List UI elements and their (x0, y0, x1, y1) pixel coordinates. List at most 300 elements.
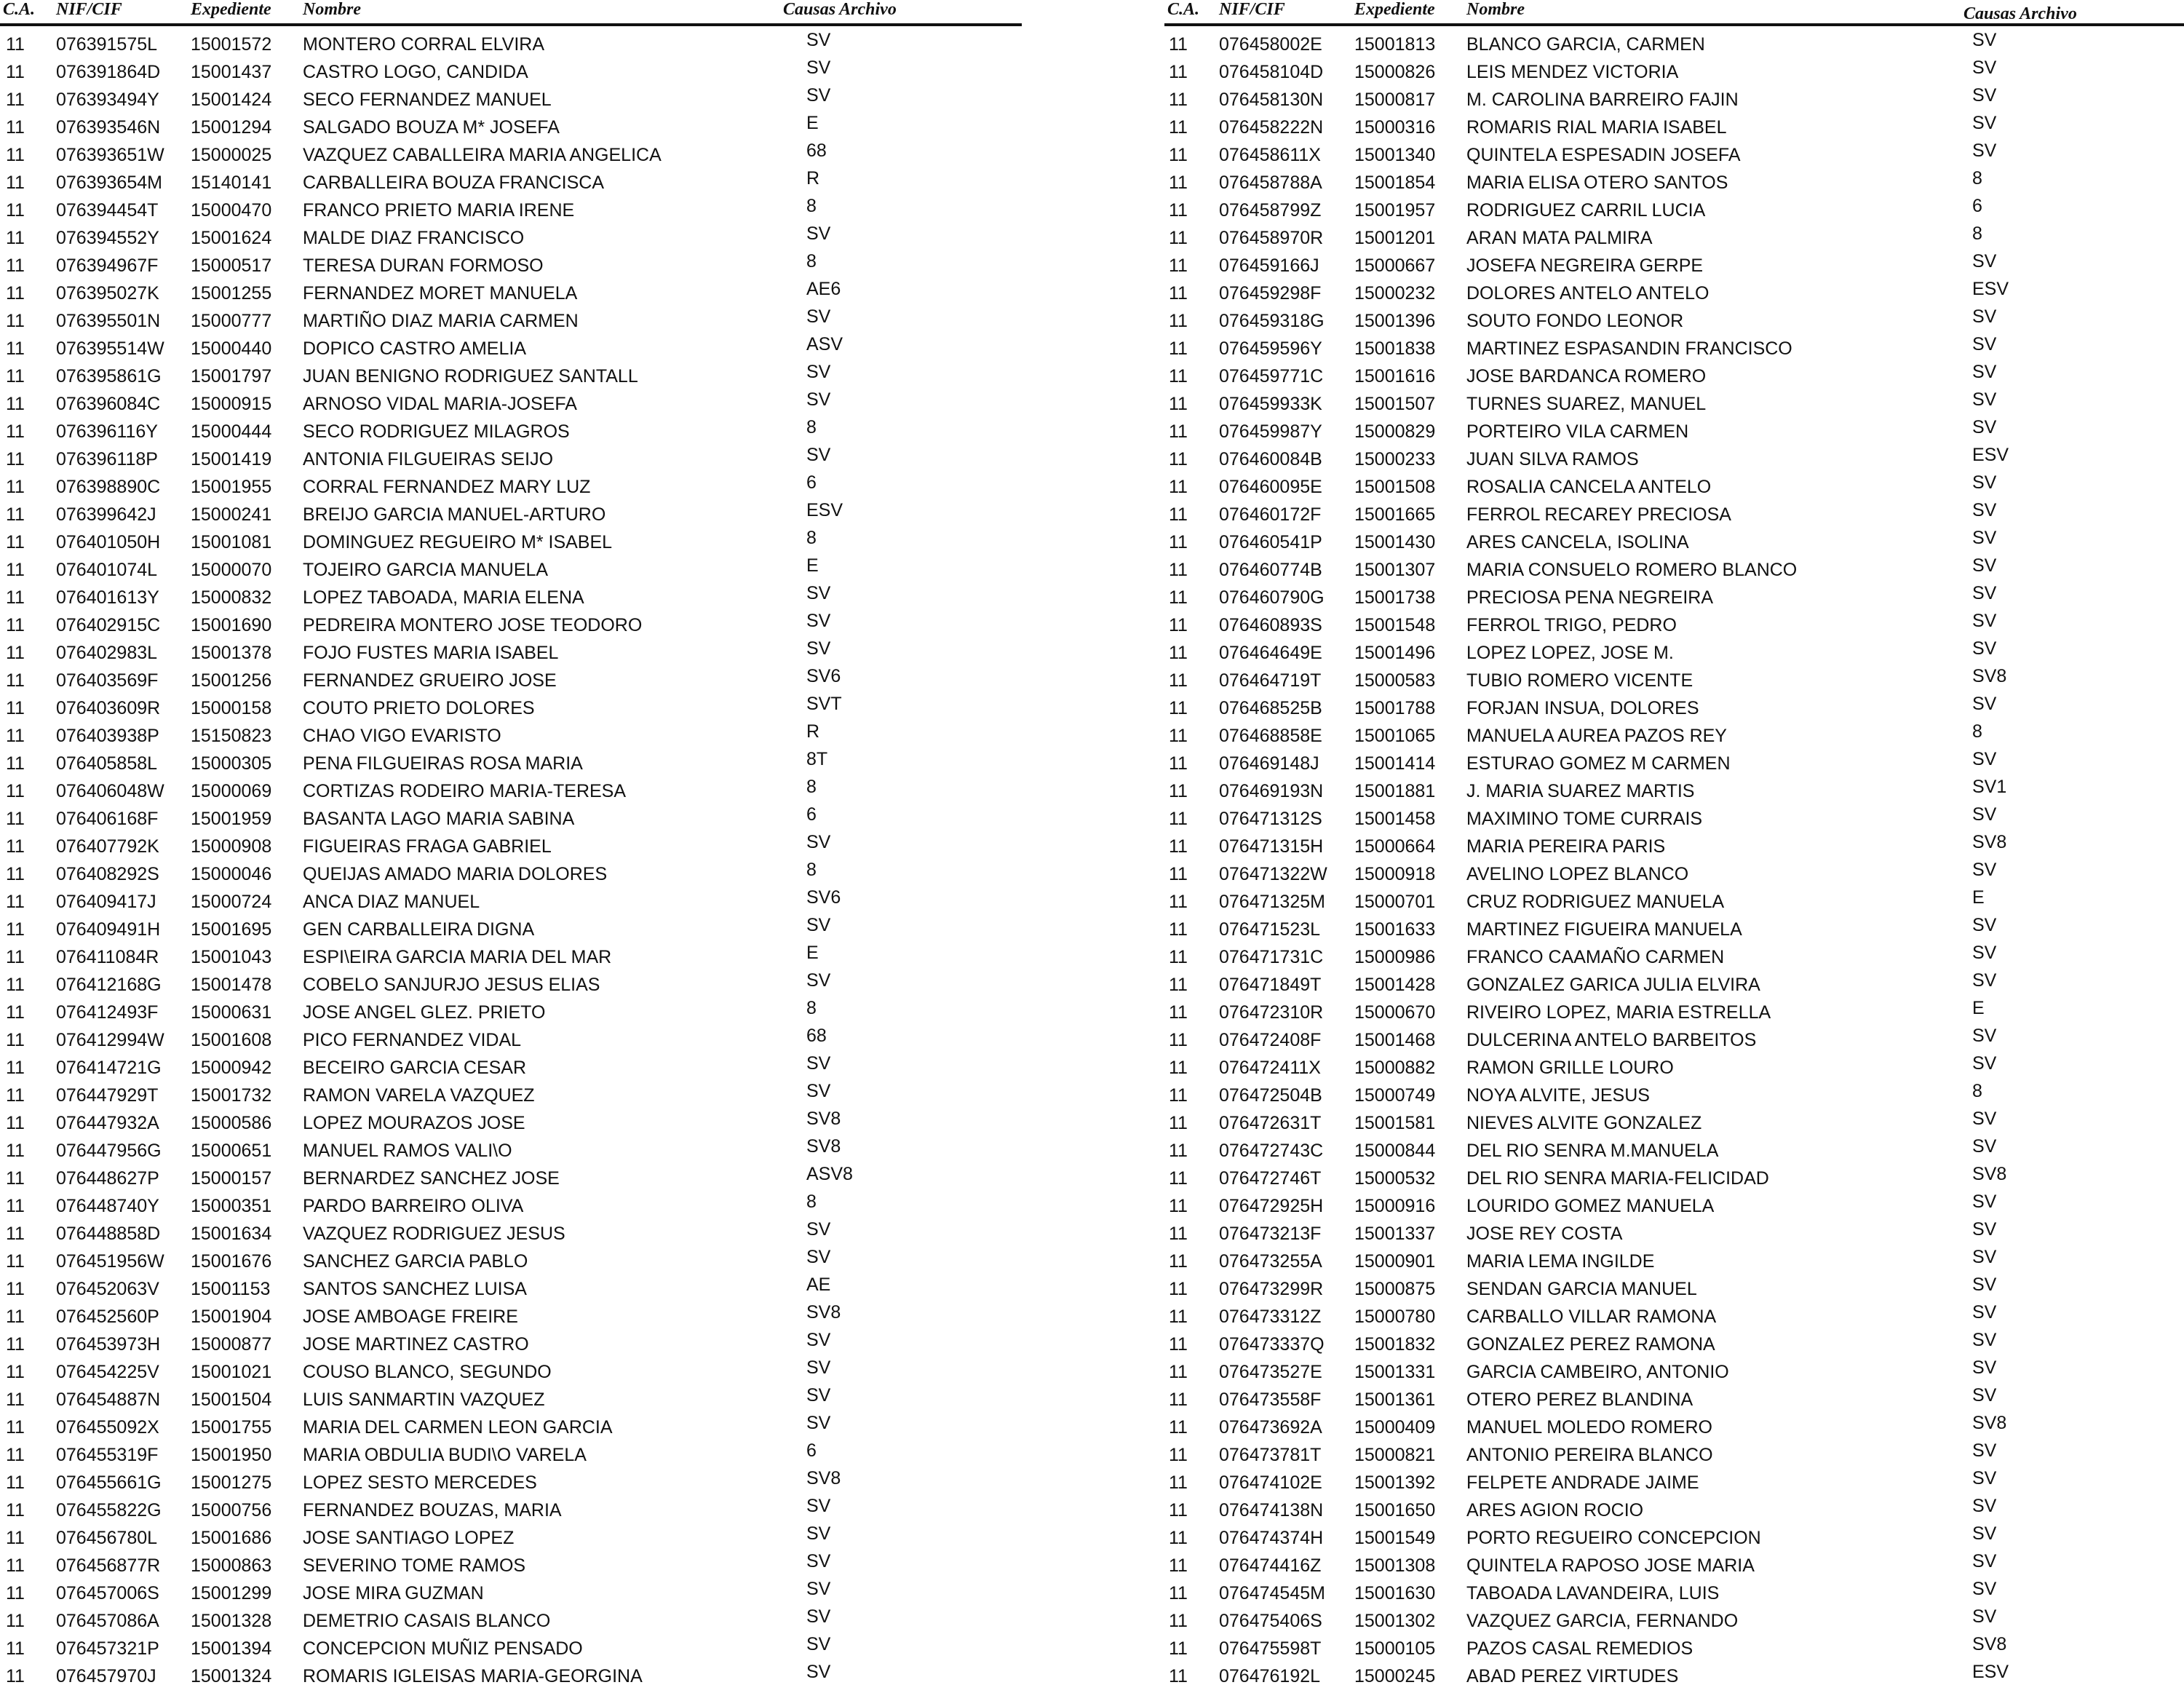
cell-causas: SV (806, 1385, 831, 1405)
cell-ca: 11 (1169, 975, 1188, 995)
cell-nombre: TURNES SUAREZ, MANUEL (1466, 394, 1707, 414)
table-row (0, 1409, 1026, 1437)
table-row (1164, 1326, 2184, 1354)
cell-ca: 11 (6, 1224, 25, 1244)
cell-ca: 11 (6, 753, 25, 774)
cell-expediente: 15140141 (191, 173, 272, 193)
cell-expediente: 15001950 (191, 1445, 272, 1465)
cell-causas: SV (1972, 970, 1997, 991)
table-row (1164, 745, 2184, 773)
cell-expediente: 15000664 (1354, 836, 1436, 857)
table-row (0, 635, 1026, 662)
cell-ca: 11 (1169, 1638, 1188, 1659)
cell-nombre: J. MARIA SUAREZ MARTIS (1466, 781, 1695, 801)
table-row (1164, 54, 2184, 82)
cell-nombre: MARTIÑO DIAZ MARIA CARMEN (303, 311, 579, 331)
table-row (0, 1050, 1026, 1077)
cell-expediente: 15000583 (1354, 670, 1436, 691)
cell-causas: SV8 (806, 1468, 841, 1488)
cell-ca: 11 (6, 1555, 25, 1576)
table-row (0, 26, 1026, 54)
table-row (1164, 358, 2184, 386)
table-row (0, 828, 1026, 856)
cell-nif: 076452063V (56, 1279, 159, 1299)
cell-nombre: PAZOS CASAL REMEDIOS (1466, 1638, 1693, 1659)
cell-ca: 11 (6, 200, 25, 221)
cell-causas: SV (1972, 1302, 1997, 1323)
cell-nif: 076458799Z (1219, 200, 1322, 221)
table-row (1164, 967, 2184, 994)
cell-causas: 8 (806, 777, 817, 797)
cell-ca: 11 (6, 1417, 25, 1438)
cell-causas: SV (1972, 472, 1997, 493)
table-row (0, 524, 1026, 552)
cell-ca: 11 (6, 615, 25, 635)
cell-causas: 8 (806, 1192, 817, 1212)
cell-ca: 11 (1169, 1141, 1188, 1161)
cell-nif: 076464649E (1219, 643, 1322, 663)
cell-expediente: 15001328 (191, 1611, 272, 1631)
cell-causas: SV (1972, 140, 1997, 161)
cell-nif: 076455319F (56, 1445, 159, 1465)
cell-nif: 076468858E (1219, 726, 1322, 746)
cell-expediente: 15000670 (1354, 1002, 1436, 1023)
table-row (1164, 1271, 2184, 1299)
table-row (1164, 884, 2184, 911)
cell-expediente: 15001508 (1354, 477, 1436, 497)
cell-causas: SV (806, 1523, 831, 1544)
cell-nif: 076464719T (1219, 670, 1322, 691)
cell-expediente: 15001302 (1354, 1611, 1436, 1631)
cell-ca: 11 (6, 504, 25, 525)
cell-ca: 11 (6, 975, 25, 995)
cell-ca: 11 (6, 892, 25, 912)
cell-ca: 11 (1169, 919, 1188, 940)
cell-causas: SV8 (1972, 832, 2007, 852)
cell-nif: 076394967F (56, 255, 159, 276)
cell-ca: 11 (6, 1307, 25, 1327)
cell-expediente: 15001308 (1354, 1555, 1436, 1576)
cell-nombre: CORRAL FERNANDEZ MARY LUZ (303, 477, 591, 497)
cell-nif: 076459166J (1219, 255, 1319, 276)
table-row (0, 1299, 1026, 1326)
cell-nombre: QUEIJAS AMADO MARIA DOLORES (303, 864, 608, 884)
cell-nombre: BECEIRO GARCIA CESAR (303, 1058, 527, 1078)
cell-nif: 076393494Y (56, 90, 159, 110)
cell-ca: 11 (1169, 947, 1188, 967)
cell-causas: SV (1972, 1523, 1997, 1544)
cell-nif: 076409491H (56, 919, 161, 940)
cell-causas: SV (806, 58, 831, 78)
cell-expediente: 15000069 (191, 781, 272, 801)
cell-expediente: 15000986 (1354, 947, 1436, 967)
cell-ca: 11 (1169, 394, 1188, 414)
cell-causas: 6 (806, 804, 817, 825)
cell-nif: 076472746T (1219, 1168, 1322, 1189)
cell-nombre: SOUTO FONDO LEONOR (1466, 311, 1684, 331)
cell-nif: 076460893S (1219, 615, 1322, 635)
cell-expediente: 15150823 (191, 726, 272, 746)
cell-nombre: BLANCO GARCIA, CARMEN (1466, 34, 1705, 55)
cell-causas: SV (1972, 1385, 1997, 1405)
table-row (0, 1547, 1026, 1575)
header-nombre: Nombre (303, 0, 361, 19)
cell-nombre: MANUEL RAMOS VALI\O (303, 1141, 512, 1161)
cell-nif: 076474374H (1219, 1528, 1324, 1548)
table-row (0, 54, 1026, 82)
cell-causas: SV (806, 389, 831, 410)
cell-nif: 076475406S (1219, 1611, 1322, 1631)
cell-nombre: OTERO PEREZ BLANDINA (1466, 1389, 1693, 1410)
cell-nombre: COBELO SANJURJO JESUS ELIAS (303, 975, 600, 995)
cell-ca: 11 (1169, 1666, 1188, 1686)
cell-nombre: SECO RODRIGUEZ MILAGROS (303, 421, 570, 442)
cell-nif: 076455661G (56, 1472, 162, 1493)
cell-ca: 11 (1169, 1362, 1188, 1382)
cell-causas: SV (1972, 1109, 1997, 1129)
cell-causas: SV8 (1972, 1413, 2007, 1433)
cell-nif: 076455822G (56, 1500, 162, 1520)
cell-causas: SV (1972, 1468, 1997, 1488)
table-row (1164, 192, 2184, 220)
cell-nif: 076455092X (56, 1417, 159, 1438)
cell-nif: 076393654M (56, 173, 162, 193)
cell-ca: 11 (6, 1085, 25, 1106)
cell-causas: SV (806, 1496, 831, 1516)
header-expediente: Expediente (191, 0, 271, 19)
cell-nombre: LEIS MENDEZ VICTORIA (1466, 62, 1679, 82)
cell-ca: 11 (1169, 1500, 1188, 1520)
cell-nif: 076472310R (1219, 1002, 1324, 1023)
cell-causas: SV (1972, 1192, 1997, 1212)
cell-ca: 11 (1169, 809, 1188, 829)
cell-expediente: 15000444 (191, 421, 272, 442)
table-row (1164, 939, 2184, 967)
cell-causas: SV (1972, 500, 1997, 520)
table-row (1164, 994, 2184, 1022)
cell-ca: 11 (1169, 1445, 1188, 1465)
cell-nombre: JOSE MIRA GUZMAN (303, 1583, 484, 1603)
cell-causas: E (806, 943, 819, 963)
cell-causas: E (806, 113, 819, 133)
table-row (1164, 1520, 2184, 1547)
cell-nif: 076460084B (1219, 449, 1322, 469)
cell-nombre: SANTOS SANCHEZ LUISA (303, 1279, 527, 1299)
cell-causas: SV (806, 1081, 831, 1101)
cell-causas: SV (1972, 694, 1997, 714)
cell-expediente: 15001549 (1354, 1528, 1436, 1548)
cell-causas: SV (1972, 943, 1997, 963)
cell-expediente: 15001468 (1354, 1030, 1436, 1050)
table-row (0, 1077, 1026, 1105)
cell-causas: 8 (806, 528, 817, 548)
cell-nombre: FELPETE ANDRADE JAIME (1466, 1472, 1699, 1493)
table-row (1164, 1299, 2184, 1326)
cell-nombre: FORJAN INSUA, DOLORES (1466, 698, 1699, 718)
cell-nif: 076473781T (1219, 1445, 1322, 1465)
cell-expediente: 15000105 (1354, 1638, 1436, 1659)
cell-causas: 8 (1972, 721, 1982, 742)
cell-nif: 076407792K (56, 836, 159, 857)
cell-expediente: 15001788 (1354, 698, 1436, 718)
cell-expediente: 15001458 (1354, 809, 1436, 829)
cell-nombre: SENDAN GARCIA MANUEL (1466, 1279, 1697, 1299)
cell-causas: SV (1972, 30, 1997, 50)
cell-nombre: RAMON GRILLE LOURO (1466, 1058, 1674, 1078)
cell-ca: 11 (1169, 421, 1188, 442)
cell-causas: SV8 (806, 1136, 841, 1157)
cell-nombre: GEN CARBALLEIRA DIGNA (303, 919, 535, 940)
cell-expediente: 15001337 (1354, 1224, 1436, 1244)
cell-causas: 6 (806, 472, 817, 493)
cell-expediente: 15001307 (1354, 560, 1436, 580)
cell-expediente: 15000409 (1354, 1417, 1436, 1438)
cell-causas: E (1972, 998, 1985, 1018)
cell-causas: SV (806, 970, 831, 991)
cell-causas: SV (806, 1330, 831, 1350)
table-row (0, 1160, 1026, 1188)
cell-nif: 076460172F (1219, 504, 1322, 525)
cell-expediente: 15001081 (191, 532, 272, 552)
table-row (0, 745, 1026, 773)
cell-expediente: 15000844 (1354, 1141, 1436, 1161)
cell-ca: 11 (1169, 1417, 1188, 1438)
cell-causas: SV (1972, 251, 1997, 271)
cell-ca: 11 (6, 283, 25, 304)
table-row (0, 82, 1026, 109)
cell-expediente: 15001548 (1354, 615, 1436, 635)
cell-nombre: DOPICO CASTRO AMELIA (303, 338, 527, 359)
cell-ca: 11 (1169, 1583, 1188, 1603)
cell-nombre: NOYA ALVITE, JESUS (1466, 1085, 1650, 1106)
cell-nif: 076473692A (1219, 1417, 1322, 1438)
table-row (1164, 1022, 2184, 1050)
cell-ca: 11 (6, 62, 25, 82)
cell-ca: 11 (6, 1500, 25, 1520)
table-row (0, 469, 1026, 496)
cell-ca: 11 (1169, 62, 1188, 82)
cell-nif: 076458130N (1219, 90, 1324, 110)
table-row (0, 856, 1026, 884)
cell-expediente: 15001392 (1354, 1472, 1436, 1493)
cell-nif: 076458970R (1219, 228, 1324, 248)
cell-ca: 11 (6, 726, 25, 746)
cell-causas: SVT (806, 694, 842, 714)
cell-expediente: 15001504 (191, 1389, 272, 1410)
cell-nombre: PICO FERNANDEZ VIDAL (303, 1030, 522, 1050)
cell-causas: SV (806, 30, 831, 50)
cell-expediente: 15000470 (191, 200, 272, 221)
cell-nif: 076412493F (56, 1002, 159, 1023)
cell-nif: 076414721G (56, 1058, 162, 1078)
cell-causas: SV (806, 638, 831, 659)
cell-nif: 076457970J (56, 1666, 156, 1686)
cell-ca: 11 (1169, 255, 1188, 276)
table-row (1164, 26, 2184, 54)
cell-nif: 076412168G (56, 975, 162, 995)
cell-nif: 076472411X (1219, 1058, 1321, 1078)
cell-nif: 076471731C (1219, 947, 1324, 967)
cell-nombre: JOSE AMBOAGE FREIRE (303, 1307, 518, 1327)
cell-nombre: DEL RIO SENRA M.MANUELA (1466, 1141, 1719, 1161)
cell-expediente: 15000025 (191, 145, 272, 165)
cell-expediente: 15000777 (191, 311, 272, 331)
table-row (1164, 1575, 2184, 1603)
cell-nombre: M. CAROLINA BARREIRO FAJIN (1466, 90, 1739, 110)
cell-causas: SV (1972, 85, 1997, 106)
cell-nombre: FERNANDEZ BOUZAS, MARIA (303, 1500, 562, 1520)
cell-nif: 076402983L (56, 643, 158, 663)
cell-causas: SV (1972, 860, 1997, 880)
cell-nif: 076475598T (1219, 1638, 1322, 1659)
cell-ca: 11 (1169, 34, 1188, 55)
cell-nif: 076458788A (1219, 173, 1322, 193)
cell-causas: SV (1972, 306, 1997, 327)
cell-ca: 11 (1169, 1555, 1188, 1576)
cell-nombre: SECO FERNANDEZ MANUEL (303, 90, 552, 110)
cell-nombre: DEL RIO SENRA MARIA-FELICIDAD (1466, 1168, 1769, 1189)
cell-nif: 076457321P (56, 1638, 159, 1659)
cell-nombre: BERNARDEZ SANCHEZ JOSE (303, 1168, 560, 1189)
cell-causas: 8 (806, 860, 817, 880)
cell-expediente: 15001959 (191, 809, 272, 829)
table-row (0, 1603, 1026, 1630)
cell-nif: 076396116Y (56, 421, 158, 442)
cell-causas: SV (1972, 1026, 1997, 1046)
cell-causas: SV (1972, 1219, 1997, 1240)
cell-nif: 076411084R (56, 947, 159, 967)
table-row (1164, 579, 2184, 607)
cell-nombre: QUINTELA ESPESADIN JOSEFA (1466, 145, 1741, 165)
cell-expediente: 15001881 (1354, 781, 1436, 801)
cell-expediente: 15001738 (1354, 587, 1436, 608)
cell-causas: 8 (1972, 168, 1982, 189)
cell-ca: 11 (1169, 643, 1188, 663)
cell-nif: 076473255A (1219, 1251, 1322, 1272)
cell-causas: 8 (806, 251, 817, 271)
cell-ca: 11 (6, 587, 25, 608)
table-row (0, 164, 1026, 192)
cell-expediente: 15000233 (1354, 449, 1436, 469)
table-row (0, 1022, 1026, 1050)
cell-nif: 076458104D (1219, 62, 1324, 82)
cell-ca: 11 (1169, 1224, 1188, 1244)
table-row (0, 192, 1026, 220)
cell-ca: 11 (1169, 560, 1188, 580)
cell-nombre: VAZQUEZ CABALLEIRA MARIA ANGELICA (303, 145, 662, 165)
cell-nif: 076412994W (56, 1030, 164, 1050)
cell-nif: 076469193N (1219, 781, 1324, 801)
cell-expediente: 15000157 (191, 1168, 272, 1189)
cell-nombre: CARBALLEIRA BOUZA FRANCISCA (303, 173, 605, 193)
table-row (0, 1271, 1026, 1299)
cell-nombre: MONTERO CORRAL ELVIRA (303, 34, 544, 55)
cell-causas: SV8 (1972, 1634, 2007, 1654)
table-row (1164, 247, 2184, 275)
cell-causas: SV (806, 1634, 831, 1654)
cell-nombre: JOSEFA NEGREIRA GERPE (1466, 255, 1704, 276)
table-row (1164, 1603, 2184, 1630)
cell-nombre: PRECIOSA PENA NEGREIRA (1466, 587, 1713, 608)
cell-causas: SV (1972, 1247, 1997, 1267)
table-row (0, 441, 1026, 469)
cell-ca: 11 (6, 90, 25, 110)
header-nombre: Nombre (1466, 0, 1525, 19)
cell-nombre: BASANTA LAGO MARIA SABINA (303, 809, 575, 829)
cell-ca: 11 (1169, 117, 1188, 138)
cell-expediente: 15000829 (1354, 421, 1436, 442)
cell-nif: 076459933K (1219, 394, 1322, 414)
cell-nif: 076460774B (1219, 560, 1322, 580)
cell-expediente: 15001957 (1354, 200, 1436, 221)
cell-nombre: RAMON VARELA VAZQUEZ (303, 1085, 535, 1106)
cell-nombre: MANUEL MOLEDO ROMERO (1466, 1417, 1713, 1438)
cell-nif: 076395514W (56, 338, 164, 359)
table-row (0, 801, 1026, 828)
cell-nombre: ESTURAO GOMEZ M CARMEN (1466, 753, 1731, 774)
cell-nombre: ROSALIA CANCELA ANTELO (1466, 477, 1712, 497)
cell-causas: ESV (1972, 445, 2009, 465)
cell-expediente: 15001430 (1354, 532, 1436, 552)
cell-causas: SV (1972, 113, 1997, 133)
cell-causas: SV (1972, 1551, 1997, 1571)
cell-nombre: MAXIMINO TOME CURRAIS (1466, 809, 1703, 829)
cell-ca: 11 (6, 698, 25, 718)
cell-expediente: 15000517 (191, 255, 272, 276)
cell-causas: SV (1972, 1606, 1997, 1627)
cell-ca: 11 (6, 1666, 25, 1686)
cell-nombre: FRANCO PRIETO MARIA IRENE (303, 200, 575, 221)
cell-causas: R (806, 168, 820, 189)
cell-nif: 076471312S (1219, 809, 1322, 829)
table-row (0, 137, 1026, 164)
cell-expediente: 15000877 (191, 1334, 272, 1355)
cell-nombre: FERROL TRIGO, PEDRO (1466, 615, 1677, 635)
cell-causas: SV8 (1972, 666, 2007, 686)
cell-causas: SV (806, 1662, 831, 1682)
cell-causas: SV (1972, 1440, 1997, 1461)
header-ca: C.A. (1167, 0, 1200, 19)
table-row (1164, 1188, 2184, 1216)
cell-ca: 11 (6, 338, 25, 359)
cell-expediente: 15000305 (191, 753, 272, 774)
cell-expediente: 15000651 (191, 1141, 272, 1161)
cell-nombre: DOLORES ANTELO ANTELO (1466, 283, 1710, 304)
cell-ca: 11 (1169, 504, 1188, 525)
table-row (1164, 1464, 2184, 1492)
cell-expediente: 15001065 (1354, 726, 1436, 746)
table-row (0, 1575, 1026, 1603)
header-ca: C.A. (3, 0, 36, 19)
table-row (1164, 1658, 2184, 1686)
cell-nif: 076406168F (56, 809, 159, 829)
cell-ca: 11 (1169, 1334, 1188, 1355)
cell-causas: ASV (806, 334, 843, 354)
cell-causas: SV (1972, 1136, 1997, 1157)
cell-ca: 11 (1169, 836, 1188, 857)
cell-nif: 076468525B (1219, 698, 1322, 718)
cell-ca: 11 (6, 1362, 25, 1382)
cell-ca: 11 (1169, 1113, 1188, 1133)
cell-expediente: 15000241 (191, 504, 272, 525)
cell-causas: ESV (806, 500, 843, 520)
table-row (0, 884, 1026, 911)
cell-nombre: ARAN MATA PALMIRA (1466, 228, 1653, 248)
cell-causas: AE6 (806, 279, 841, 299)
table-row (0, 1133, 1026, 1160)
table-row (0, 939, 1026, 967)
table-header (0, 0, 1026, 26)
